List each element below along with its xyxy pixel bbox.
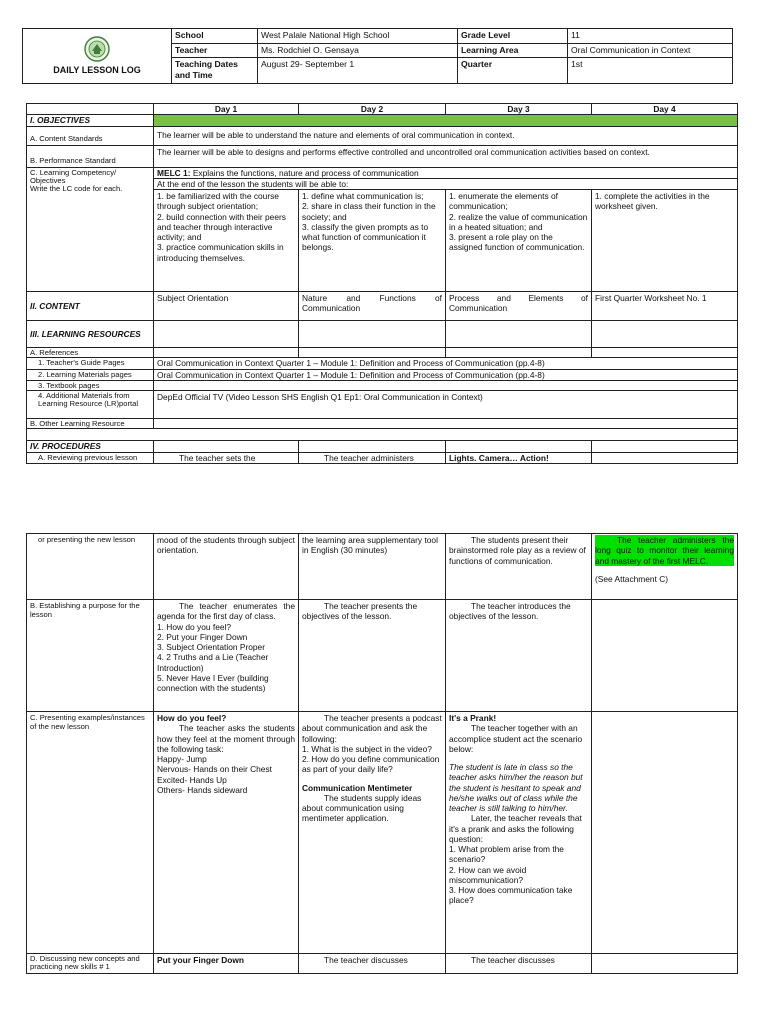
day-objectives: 1. complete the activities in the worksheet given. — [592, 190, 738, 292]
header-value: 1st — [568, 58, 733, 84]
proc-a-day2: the learning area supplementary tool in English (30 minutes) — [299, 534, 446, 600]
header-label: School — [172, 29, 258, 44]
proc-a-day3: The students present their brainstormed role play as a review of functions of communication. — [446, 534, 592, 600]
highlighted-text: The teacher administers the long quiz to monitor their learning and mastery of the first MELC. — [595, 535, 734, 566]
proc-b-day2: The teacher presents the objectives of the lesson. — [299, 600, 446, 712]
day-objectives: 1. enumerate the elements of communication; 2. realize the value of communication in a heated situation; and 3. present a role play on the assigned function of communication. — [446, 190, 592, 292]
proc-d-day2: The teacher discusses — [299, 954, 446, 974]
content-standards: The learner will be able to understand the nature and elements of oral communication in context. — [154, 126, 738, 145]
header-label: Teacher — [172, 43, 258, 58]
row-label: A. Content Standards — [27, 126, 154, 145]
row-label: or presenting the new lesson — [27, 534, 154, 600]
row-label-competency: C. Learning Competency/ Objectives Write the LC code for each. — [27, 167, 154, 292]
objectives-bar — [154, 115, 738, 126]
row-label: 3. Textbook pages — [27, 380, 154, 390]
proc-c-day2: The teacher presents a podcast about communication and ask the following: 1. What is the subject in the video? 2. How do you define communication as part of your daily life? Communication Mentimeter The students supply ideas about communication using mentimeter application. — [299, 712, 446, 954]
row-label: D. Discussing new concepts and practicing new skills # 1 — [27, 954, 154, 974]
header-value: Ms. Rodchiel O. Gensaya — [258, 43, 458, 58]
proc-a-day1-top: The teacher sets the — [154, 452, 299, 463]
content-day: Subject Orientation — [154, 292, 299, 321]
day-objectives: 1. define what communication is; 2. share in class their function in the society; and 3. classify the given prompts as to what function of communication it belongs. — [299, 190, 446, 292]
row-label: B. Establishing a purpose for the lesson — [27, 600, 154, 712]
section-content: II. CONTENT — [27, 292, 154, 321]
lesson-table-part1 — [26, 103, 738, 464]
proc-d-day3: The teacher discusses — [446, 954, 592, 974]
header-label: Teaching Dates and Time — [172, 58, 258, 84]
content-day: Process and Elements of Communication — [446, 292, 592, 321]
day-header: Day 2 — [299, 104, 446, 115]
day-header: Day 3 — [446, 104, 592, 115]
proc-a-day3-top: Lights. Camera… Action! — [446, 452, 592, 463]
header-label: Grade Level — [458, 29, 568, 44]
row-label: 1. Teacher's Guide Pages — [27, 358, 154, 369]
header-value: 11 — [568, 29, 733, 44]
log-title: DAILY LESSON LOG — [53, 65, 141, 76]
row-label: 2. Learning Materials pages — [27, 369, 154, 380]
am-value: DepEd Official TV (Video Lesson SHS English Q1 Ep1: Oral Communication in Context) — [154, 391, 738, 419]
tg-value: Oral Communication in Context Quarter 1 – Module 1: Definition and Process of Communication (pp.4-8) — [154, 358, 738, 369]
proc-c-day3: It's a Prank! The teacher together with an accomplice student act the scenario below: The student is late in class so the teacher asks him/her the reason but the student is hesitant to speak and he/she walks out of class while the teacher is still talking to him/her. Later, the teacher reveals that it's a prank and asks the following question: 1. What problem arise from the scenario? 2. How can we avoid miscommunication? 3. How does communication take place? — [446, 712, 592, 954]
lm-value: Oral Communication in Context Quarter 1 – Module 1: Definition and Process of Communication (pp.4-8) — [154, 369, 738, 380]
day-header: Day 1 — [154, 104, 299, 115]
content-day: First Quarter Worksheet No. 1 — [592, 292, 738, 321]
content-day: Nature and Functions of Communication — [299, 292, 446, 321]
header-label: Learning Area — [458, 43, 568, 58]
proc-a-day2-top: The teacher administers — [299, 452, 446, 463]
end-of-lesson: At the end of the lesson the students will be able to: — [154, 178, 738, 189]
section-resources: III. LEARNING RESOURCES — [27, 321, 154, 348]
header-value: West Palale National High School — [258, 29, 458, 44]
row-label: A. Reviewing previous lesson — [27, 452, 154, 463]
proc-d-day1: Put your Finger Down — [154, 954, 299, 974]
day-objectives: 1. be familiarized with the course through subject orientation; 2. build connection with their peers and teacher through interactive activity; and 3. practice communication skills in introducing themselves. — [154, 190, 299, 292]
row-label: A. References — [27, 348, 154, 358]
section-procedures: IV. PROCEDURES — [27, 441, 154, 452]
header-label: Quarter — [458, 58, 568, 84]
proc-b-day1: The teacher enumerates the agenda for the first day of class. 1. How do you feel? 2. Put your Finger Down 3. Subject Orientation Proper 4. 2 Truths and a Lie (Teacher Introduction) 5. Never Have I Ever (building connection with the students) — [154, 600, 299, 712]
row-label: B. Performance Standard — [27, 145, 154, 167]
header-value: Oral Communication in Context — [568, 43, 733, 58]
section-objectives: I. OBJECTIVES — [27, 115, 154, 126]
proc-b-day3: The teacher introduces the objectives of the lesson. — [446, 600, 592, 712]
school-seal-logo — [84, 36, 110, 62]
row-label: 4. Additional Materials from Learning Resource (LR)portal — [27, 391, 154, 419]
lesson-table-part2 — [26, 533, 738, 974]
proc-c-day1: How do you feel? The teacher asks the students how they feel at the moment through the following task: Happy- Jump Nervous- Hands on their Chest Excited- Hands Up Others- Hands sideward — [154, 712, 299, 954]
day-header: Day 4 — [592, 104, 738, 115]
header-logo-cell — [23, 29, 172, 84]
header-value: August 29- September 1 — [258, 58, 458, 84]
proc-a-day4: The teacher administers the long quiz to monitor their learning and mastery of the first MELC. (See Attachment C) — [592, 534, 738, 600]
proc-a-day1: mood of the students through subject orientation. — [154, 534, 299, 600]
melc-row: MELC 1: Explains the functions, nature and process of communication — [154, 167, 738, 178]
row-label: B. Other Learning Resource — [27, 419, 154, 429]
header-table — [22, 28, 733, 84]
row-label: C. Presenting examples/instances of the new lesson — [27, 712, 154, 954]
performance-standard: The learner will be able to designs and performs effective controlled and uncontrolled oral communication activities based on context. — [154, 145, 738, 167]
